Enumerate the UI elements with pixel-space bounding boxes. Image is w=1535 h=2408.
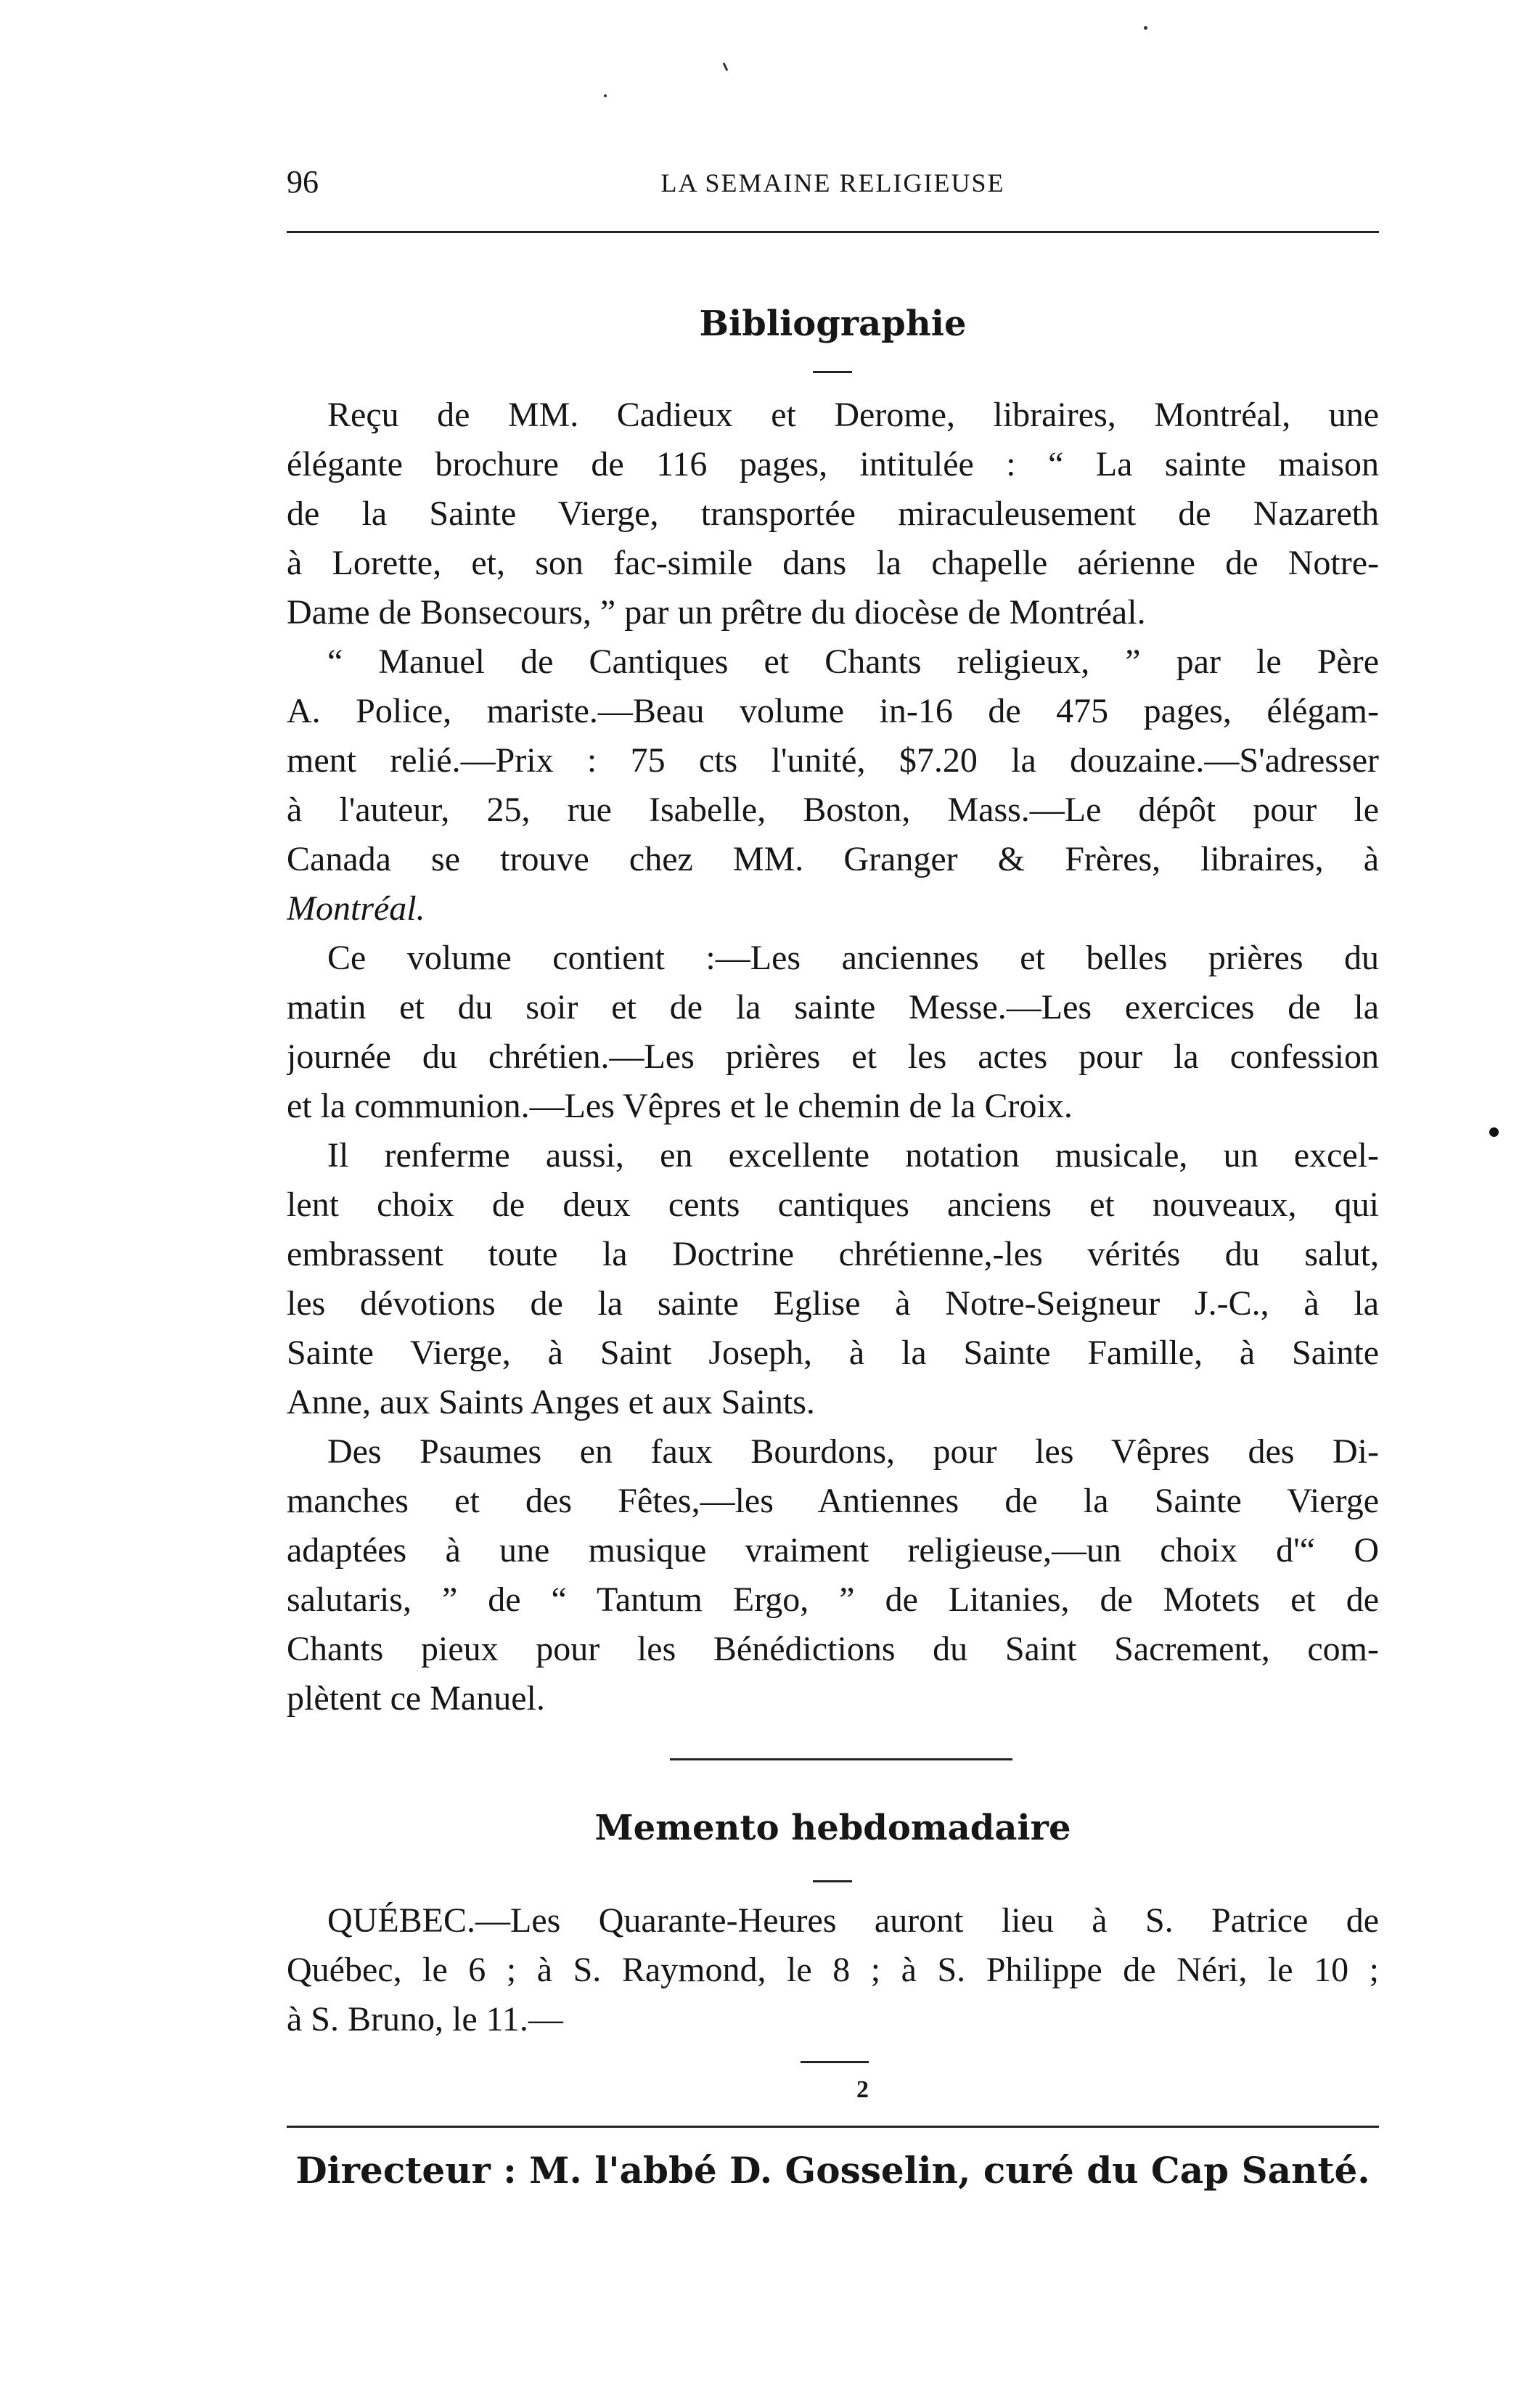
text-line: Québec, le 6 ; à S. Raymond, le 8 ; à S. Philippe de Néri, le 10 ;: [287, 1951, 1379, 1989]
text-line: manches et des Fêtes,—les Antiennes de la Sainte Vierge: [287, 1482, 1379, 1520]
scan-speck: [1144, 26, 1147, 30]
header-rule: [287, 231, 1379, 233]
text-line: de la Sainte Vierge, transportée miraculeusement de Nazareth: [287, 494, 1379, 533]
text-line: ment relié.—Prix : 75 cts l'unité, $7.20 la douzaine.—S'adresser: [287, 741, 1379, 780]
text-line: journée du chrétien.—Les prières et les actes pour la confession: [287, 1037, 1379, 1076]
text-line: Dame de Bonsecours, ” par un prêtre du diocèse de Montréal.: [287, 593, 1146, 632]
text-line: matin et du soir et de la sainte Messe.—Les exercices de la: [287, 988, 1379, 1027]
text-line: A. Police, mariste.—Beau volume in-16 de 475 pages, élégam-: [287, 692, 1379, 730]
bibliographie-body: [287, 391, 1379, 1723]
title-dash: [813, 1880, 852, 1882]
text-line: Des Psaumes en faux Bourdons, pour les Vêpres des Di-: [327, 1432, 1379, 1471]
text-line: Montréal.: [287, 889, 425, 928]
text-line: lent choix de deux cents cantiques anciens et nouveaux, qui: [287, 1185, 1379, 1224]
text-line: QUÉBEC.—Les Quarante-Heures auront lieu à S. Patrice de: [327, 1901, 1379, 1940]
text-line: Chants pieux pour les Bénédictions du Saint Sacrement, com-: [287, 1630, 1379, 1668]
text-line: à Lorette, et, son fac-simile dans la chapelle aérienne de Notre-: [287, 544, 1379, 582]
text-line: plètent ce Manuel.: [287, 1679, 545, 1718]
running-header: [287, 163, 1379, 207]
text-line: Ce volume contient :—Les anciennes et belles prières du: [327, 939, 1379, 977]
memento-body: [287, 1896, 1379, 2044]
text-line: “ Manuel de Cantiques et Chants religieux, ” par le Père: [327, 642, 1379, 681]
bibliographie-title: Bibliographie: [699, 303, 967, 344]
text-line: salutaris, ” de “ Tantum Ergo, ” de Litanies, de Motets et de: [287, 1580, 1379, 1619]
text-line: à l'auteur, 25, rue Isabelle, Boston, Mass.—Le dépôt pour le: [287, 791, 1379, 829]
footer-rule: [287, 2126, 1379, 2128]
text-line: adaptées à une musique vraiment religieuse,—un choix d'“ O: [287, 1531, 1379, 1570]
text-line: Canada se trouve chez MM. Granger & Frères, libraires, à: [287, 840, 1379, 878]
closing-dash: [801, 2061, 869, 2063]
text-line: Il renferme aussi, en excellente notation musicale, un excel-: [327, 1136, 1379, 1175]
text-line: Anne, aux Saints Anges et aux Saints.: [287, 1383, 815, 1421]
scan-speck: [723, 62, 729, 71]
section-separator: [670, 1758, 1012, 1760]
text-line: élégante brochure de 116 pages, intitulée : “ La sainte maison: [287, 445, 1379, 483]
title-dash: [813, 371, 852, 373]
text-line: les dévotions de la sainte Eglise à Notre-Seigneur J.-C., à la: [287, 1284, 1379, 1323]
memento-title: Memento hebdomadaire: [594, 1808, 1071, 1848]
text-line: Reçu de MM. Cadieux et Derome, libraires, Montréal, une: [327, 396, 1379, 434]
scan-speck: [1489, 1127, 1499, 1137]
running-title: LA SEMAINE RELIGIEUSE: [660, 168, 1005, 197]
scan-speck: [604, 94, 607, 97]
director-line: Directeur : M. l'abbé D. Gosselin, curé du Cap Santé.: [295, 2149, 1370, 2192]
text-line: à S. Bruno, le 11.—: [287, 2000, 563, 2038]
text-line: Sainte Vierge, à Saint Joseph, à la Sainte Famille, à Sainte: [287, 1334, 1379, 1372]
text-line: embrassent toute la Doctrine chrétienne,-les vérités du salut,: [287, 1235, 1379, 1273]
text-line: et la communion.—Les Vêpres et le chemin de la Croix.: [287, 1087, 1073, 1125]
signature-mark: 2: [856, 2076, 869, 2103]
page-number: 96: [287, 164, 319, 200]
